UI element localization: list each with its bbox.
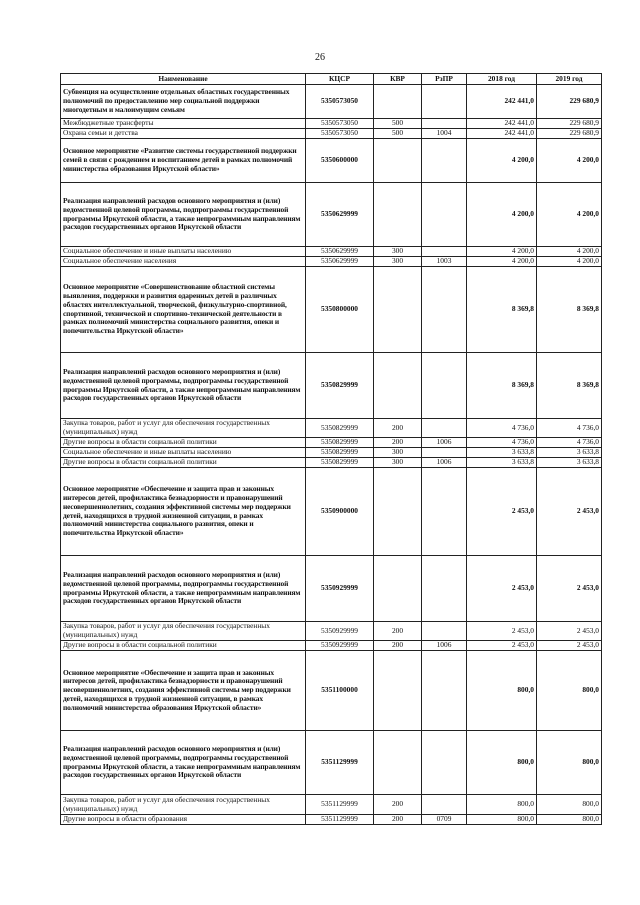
cell-name: Закупка товаров, работ и услуг для обеспечения государственных (муниципальных) нужд: [61, 419, 306, 438]
cell-2018: 800,0: [467, 815, 537, 825]
cell-2018: 242 441,0: [467, 129, 537, 139]
cell-name: Основное мероприятие «Совершенствование областной системы выявления, поддержки и развития одаренных детей в различных областях интеллектуальной, творческой, физкультурно-спортивной, спортивной, технической и спортивно-технической деятельности в рамках полномочий министерства социального развития, опеки и попечительства Иркутской области»: [61, 267, 306, 353]
table-row: [61, 129, 602, 139]
header-kvr: КВР: [374, 74, 422, 85]
cell-2019: 4 200,0: [537, 257, 602, 267]
cell-kcsr: 5350929999: [306, 641, 374, 651]
cell-kcsr: 5351129999: [306, 795, 374, 815]
cell-name: Субвенция на осуществление отдельных областных государственных полномочий по предоставлению мер социальной поддержки многодетным и малоимущим семьям: [61, 85, 306, 119]
cell-kvr: 200: [374, 438, 422, 448]
cell-2019: 2 453,0: [537, 556, 602, 622]
cell-name: Реализация направлений расходов основного мероприятия и (или) ведомственной целевой программы, подпрограммы государственной программы Иркутской области, а также непрограммным направлениям расходов государственных органов Иркутской области: [61, 353, 306, 419]
cell-kvr: 300: [374, 257, 422, 267]
cell-name: Другие вопросы в области социальной политики: [61, 458, 306, 468]
cell-2018: 2 453,0: [467, 468, 537, 556]
cell-2019: 8 369,8: [537, 267, 602, 353]
cell-rzpr: 0709: [422, 815, 467, 825]
cell-kvr: 200: [374, 622, 422, 641]
table-row: [61, 795, 602, 815]
cell-name: Охрана семьи и детства: [61, 129, 306, 139]
table-row: [61, 448, 602, 458]
cell-name: Межбюджетные трансферты: [61, 119, 306, 129]
cell-kcsr: 5350929999: [306, 622, 374, 641]
cell-2018: 800,0: [467, 731, 537, 795]
header-2018: 2018 год: [467, 74, 537, 85]
table-row: [61, 731, 602, 795]
cell-2019: 800,0: [537, 815, 602, 825]
table-row: [61, 257, 602, 267]
cell-2019: 229 680,9: [537, 85, 602, 119]
table-row: [61, 267, 602, 353]
cell-name: Социальное обеспечение населения: [61, 257, 306, 267]
cell-rzpr: [422, 651, 467, 731]
cell-rzpr: [422, 556, 467, 622]
table-row: [61, 247, 602, 257]
cell-kcsr: 5350629999: [306, 247, 374, 257]
cell-2018: 2 453,0: [467, 556, 537, 622]
table-row: [61, 458, 602, 468]
cell-kvr: 500: [374, 119, 422, 129]
cell-name: Другие вопросы в области социальной политики: [61, 438, 306, 448]
cell-rzpr: [422, 183, 467, 247]
cell-rzpr: [422, 448, 467, 458]
cell-name: Закупка товаров, работ и услуг для обеспечения государственных (муниципальных) нужд: [61, 622, 306, 641]
cell-2019: 3 633,8: [537, 448, 602, 458]
cell-rzpr: 1003: [422, 257, 467, 267]
cell-name: Социальное обеспечение и иные выплаты населению: [61, 247, 306, 257]
cell-name: Основное мероприятие «Развитие системы государственной поддержки семей в связи с рождением и воспитанием детей в рамках полномочий министерства образования Иркутской области»: [61, 139, 306, 183]
cell-kcsr: 5350573050: [306, 85, 374, 119]
cell-rzpr: [422, 468, 467, 556]
cell-2019: 2 453,0: [537, 468, 602, 556]
budget-table: [60, 73, 602, 825]
cell-kvr: [374, 556, 422, 622]
cell-rzpr: 1006: [422, 641, 467, 651]
cell-kcsr: 5350829999: [306, 419, 374, 438]
cell-2019: 3 633,8: [537, 458, 602, 468]
cell-kcsr: 5350829999: [306, 448, 374, 458]
cell-kcsr: 5350829999: [306, 438, 374, 448]
cell-kvr: 200: [374, 419, 422, 438]
cell-rzpr: 1004: [422, 129, 467, 139]
cell-name: Основное мероприятие «Обеспечение и защита прав и законных интересов детей, профилактика безнадзорности и правонарушений несовершеннолетних, создания эффективной системы мер поддержки детей, находящихся в трудной жизненной ситуации, в рамках полномочий министерства образования Иркутской области»: [61, 651, 306, 731]
cell-name: Другие вопросы в области социальной политики: [61, 641, 306, 651]
cell-kcsr: 5350629999: [306, 257, 374, 267]
cell-rzpr: [422, 119, 467, 129]
cell-kvr: 200: [374, 641, 422, 651]
cell-2018: 8 369,8: [467, 353, 537, 419]
cell-kcsr: 5350573050: [306, 129, 374, 139]
header-kcsr: КЦСР: [306, 74, 374, 85]
cell-kvr: [374, 353, 422, 419]
cell-2019: 4 736,0: [537, 438, 602, 448]
cell-rzpr: [422, 353, 467, 419]
cell-2018: 2 453,0: [467, 641, 537, 651]
cell-2018: 4 200,0: [467, 257, 537, 267]
cell-rzpr: [422, 85, 467, 119]
cell-kcsr: 5351129999: [306, 731, 374, 795]
cell-2018: 3 633,8: [467, 448, 537, 458]
cell-rzpr: [422, 622, 467, 641]
cell-rzpr: [422, 731, 467, 795]
cell-rzpr: [422, 267, 467, 353]
table-row: [61, 353, 602, 419]
cell-kvr: 500: [374, 129, 422, 139]
cell-kvr: 200: [374, 815, 422, 825]
cell-kvr: [374, 651, 422, 731]
cell-2018: 242 441,0: [467, 85, 537, 119]
cell-rzpr: [422, 139, 467, 183]
cell-kvr: 200: [374, 795, 422, 815]
cell-2019: 4 200,0: [537, 139, 602, 183]
cell-2018: 4 200,0: [467, 183, 537, 247]
cell-kvr: 300: [374, 247, 422, 257]
cell-2018: 242 441,0: [467, 119, 537, 129]
table-row: [61, 85, 602, 119]
cell-rzpr: [422, 795, 467, 815]
table-row: [61, 556, 602, 622]
cell-2019: 800,0: [537, 731, 602, 795]
cell-2018: 8 369,8: [467, 267, 537, 353]
cell-kvr: 300: [374, 448, 422, 458]
cell-kvr: [374, 85, 422, 119]
cell-kvr: [374, 731, 422, 795]
cell-kcsr: 5350629999: [306, 183, 374, 247]
table-row: [61, 622, 602, 641]
cell-2019: 229 680,9: [537, 119, 602, 129]
cell-2019: 800,0: [537, 795, 602, 815]
cell-kcsr: 5350829999: [306, 458, 374, 468]
page-number: 26: [315, 52, 325, 63]
cell-2019: 4 736,0: [537, 419, 602, 438]
cell-name: Основное мероприятие «Обеспечение и защита прав и законных интересов детей, профилактика безнадзорности и правонарушений несовершеннолетних, создания эффективной системы мер поддержки детей, находящихся в трудной жизненной ситуации, в рамках полномочий министерства социального развития, опеки и попечительства Иркутской области»: [61, 468, 306, 556]
cell-rzpr: [422, 419, 467, 438]
cell-2018: 4 736,0: [467, 419, 537, 438]
cell-kcsr: 5350929999: [306, 556, 374, 622]
cell-2019: 2 453,0: [537, 641, 602, 651]
cell-2019: 8 369,8: [537, 353, 602, 419]
cell-name: Реализация направлений расходов основного мероприятия и (или) ведомственной целевой программы, подпрограммы государственной программы Иркутской области, а также непрограммным направлениям расходов государственных органов Иркутской области: [61, 183, 306, 247]
cell-kvr: [374, 139, 422, 183]
cell-kcsr: 5350800000: [306, 267, 374, 353]
table-row: [61, 815, 602, 825]
cell-kvr: [374, 183, 422, 247]
cell-name: Реализация направлений расходов основного мероприятия и (или) ведомственной целевой программы, подпрограммы государственной программы Иркутской области, а также непрограммным направлениям расходов государственных органов Иркутской области: [61, 556, 306, 622]
cell-name: Реализация направлений расходов основного мероприятия и (или) ведомственной целевой программы, подпрограммы государственной программы Иркутской области, а также непрограммным направлениям расходов государственных органов Иркутской области: [61, 731, 306, 795]
cell-2018: 800,0: [467, 795, 537, 815]
cell-name: Закупка товаров, работ и услуг для обеспечения государственных (муниципальных) нужд: [61, 795, 306, 815]
cell-name: Другие вопросы в области образования: [61, 815, 306, 825]
cell-rzpr: 1006: [422, 458, 467, 468]
cell-2018: 4 200,0: [467, 139, 537, 183]
cell-kcsr: 5350600000: [306, 139, 374, 183]
cell-2019: 229 680,9: [537, 129, 602, 139]
table-row: [61, 468, 602, 556]
cell-name: Социальное обеспечение и иные выплаты населению: [61, 448, 306, 458]
table-row: [61, 183, 602, 247]
cell-2019: 800,0: [537, 651, 602, 731]
cell-2019: 4 200,0: [537, 247, 602, 257]
cell-rzpr: 1006: [422, 438, 467, 448]
cell-kvr: [374, 267, 422, 353]
table-row: [61, 139, 602, 183]
cell-kvr: [374, 468, 422, 556]
table-row: [61, 119, 602, 129]
cell-2018: 3 633,8: [467, 458, 537, 468]
cell-2019: 4 200,0: [537, 183, 602, 247]
cell-2018: 2 453,0: [467, 622, 537, 641]
cell-rzpr: [422, 247, 467, 257]
cell-kcsr: 5350900000: [306, 468, 374, 556]
header-name: Наименование: [61, 74, 306, 85]
header-2019: 2019 год: [537, 74, 602, 85]
cell-2018: 4 736,0: [467, 438, 537, 448]
table-row: [61, 641, 602, 651]
cell-kcsr: 5351129999: [306, 815, 374, 825]
cell-kcsr: 5350829999: [306, 353, 374, 419]
cell-kvr: 300: [374, 458, 422, 468]
cell-2018: 800,0: [467, 651, 537, 731]
table-body: [61, 85, 602, 825]
cell-2018: 4 200,0: [467, 247, 537, 257]
cell-kcsr: 5350573050: [306, 119, 374, 129]
table-row: [61, 438, 602, 448]
cell-2019: 2 453,0: [537, 622, 602, 641]
table-row: [61, 419, 602, 438]
table-row: [61, 651, 602, 731]
header-rzpr: РзПР: [422, 74, 467, 85]
table-header-row: [61, 74, 602, 85]
cell-kcsr: 5351100000: [306, 651, 374, 731]
